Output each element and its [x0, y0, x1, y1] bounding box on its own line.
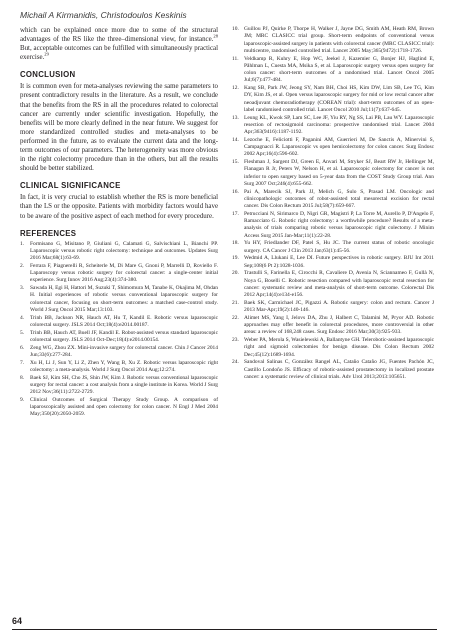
reference-item: 10. Guillou PJ, Quirke P, Thorpe H, Walker J, Jayne DG, Smith AM, Heath RM, Brown JM; MRC CLASICC trial group. Short-term endpoints of conventional versus laparoscopic-assisted surgery in patients with colorectal cancer (MRC CLASICC trial): multicentre, randomised controlled trial. Lancet 2005 May;365(9472):1718-1726.	[232, 26, 435, 54]
reference-item: 2. Ferrara F, Piagnerelli R, Scheiterle M, Di Mare G, Gnoni P, Marrelli D, Roviello F. Laparoscopy versus robotic surgery for colorectal cancer: a single-center initial experience. Surg Innov 2016 Aug;23(4):374-380.	[20, 262, 218, 284]
reference-item: 8. Baek SJ, Kim SH, Cho JS, Shin JW, Kim J. Robotic versus conventional laparoscopic surgery for rectal cancer: a cost analysis from a single institute in Korea. World J Surg 2012 Nov;36(11):2722-2729.	[20, 374, 218, 396]
reference-item: 15. Fleshman J, Sargent DJ, Green E, Anvari M, Stryker SJ, Beart RW Jr, Hellinger M, Flanagan R Jr, Peters W, Nelson H, et al. Laparoscopic colectomy for cancer is not inferior to open surgery based on 5-year data from the COST Study Group trial. Ann Surg 2007 Oct;246(4):655-662.	[232, 159, 434, 187]
reference-item: 7. Xu H, Li J, Sun Y, Li Z, Zhen Y, Wang B, Xu Z. Robotic versus laparoscopic right colectomy: a meta-analysis. World J Surg Oncol 2014 Aug;12:274.	[20, 359, 218, 373]
reference-item: 22. Alimet MS, Yang I, Jelovs DA, Zhu J, Halbert C, Talamini M, Pryor AD. Robotic approaches may offer benefit in colorectal procedures, more controversial in other areas: a review of 168,248 cases. Surg Endosc 2016 Mar;30(3):925-933.	[232, 314, 434, 336]
reference-item: 12. Kang SB, Park JW, Jeong SY, Nam BH, Choi HS, Kim DW, Lim SB, Lee TG, Kim DY, Kim JS, et al. Open versus laparoscopic surgery for mid or low rectal cancer after neoadjuvant chemoradiotherapy (COREAN trial): short-term outcomes of an open-label randomised controlled trial. Lancet Oncol 2010 Jul;11(7):637-645.	[232, 85, 434, 113]
reference-item: 13. Leung KL, Kwok SP, Lam SC, Lee JF, Yiu RY, Ng SS, Lai PB, Lau WY. Laparoscopic resection of rectosigmoid carcinoma: prospective randomised trial. Lancet 2004 Apr;363(9416):1187-1192.	[232, 114, 434, 135]
reference-item: 20. Trastulli S, Farinella E, Cirocchi R, Cavaliere D, Avenia N, Sciannameo F, Gullà N, Noya G, Boselli C. Robotic resection compared with laparoscopic rectal resection for cancer: systematic review and meta-analysis of short-term outcome. Colorectal Dis 2012 Apr;14(4):e134-e156.	[232, 270, 434, 298]
reference-item: 24. Sandoval Salinas C, González Rangel AL, Cataño Cataño JG, Fuentes Pachón JC, Castillo Londoño JS. Efficacy of robotic-assisted prostatectomy in localized prostate cancer: a systematic review of clinical trials. Adv Urol 2013;2013:105651.	[232, 359, 434, 380]
reference-item: 21. Baek SK, Carmichael JC, Pigazzi A. Robotic surgery: colon and rectum. Cancer J 2013 Mar-Apr;19(2):140-146.	[232, 299, 434, 313]
reference-item: 4. Trinh BB, Jackson NR, Hauch AT, Hu T, Kandil E. Robotic versus laparoscopic colorectal surgery. JSLS 2014 Oct;18(4):e2014.00187.	[20, 314, 218, 328]
reference-list-right	[232, 26, 434, 381]
reference-item: 3. Sawada H, Egi H, Hattori M, Suzuki T, Shimomura M, Tanabe K, Okajima M, Ohdan H. Initial experiences of robotic versus conventional laparoscopic surgery for colorectal cancer, focusing on short-term outcomes: a matched case-control study. World J Surg Oncol 2015 Mar;13:103.	[20, 285, 218, 313]
reference-item: 6. Zeng WG, Zhou ZX. Mini-invasive surgery for colorectal cancer. Chin J Cancer 2014 Jun;33(6):277-284.	[20, 344, 218, 358]
reference-item: 11. Veldkamp R, Kuhry E, Hop WC, Jeekel J, Kazemier G, Bonjer HJ, Haglind E, Påhlman L, Cuesta MA, Msika S, et al. Laparoscopic surgery versus open surgery for colon cancer: short-term outcomes of a randomised trial. Lancet Oncol 2005 Jul;6(7):477-484.	[232, 55, 434, 84]
running-head: Michail A Kirmanidis, Christodoulos Keskinis	[20, 10, 187, 20]
intro-paragraph: which can be explained once more due to some of the structural advantages of the RS like the three–dimensional view, for instance.$^{28}$ But, acceptable outcomes can be fulfilled with simultaneously practical exercise.$^{29}$	[20, 27, 218, 62]
footer-rule	[12, 629, 437, 631]
conclusion-heading: CONCLUSION	[20, 70, 76, 80]
reference-list-left	[20, 241, 218, 419]
reference-item: 1. Formisano G, Misitano P, Giuliani G, Calamati G, Salvischiani L, Bianchi PP. Laparoscopic versus robotic right colectomy: technique and outcomes. Updates Surg 2016 Mar;68(1):63-69.	[20, 240, 218, 262]
references-heading: REFERENCES	[20, 228, 77, 238]
reference-item: 14. Lezoche E, Feliciotti F, Paganini AM, Guerrieri M, De Sanctis A, Minervini S, Campagnacci R. Laparoscopic vs open hemicolectomy for colon cancer. Surg Endosc 2002 Apr;16(4):596-602.	[232, 136, 434, 158]
page-number: 64	[12, 616, 23, 626]
citation-29: 29	[44, 51, 49, 57]
reference-item: 5. Trinh BB, Hauch AT, Buell JF, Kandil E. Robot-assisted versus standard laparoscopic colorectal surgery. JSLS 2014 Oct-Dec;18(4):e2014.00154.	[20, 329, 218, 343]
clinical-significance-heading: CLINICAL SIGNIFICANCE	[20, 181, 121, 191]
clinical-significance-paragraph: In fact, it is very crucial to establish whether the RS is more beneficial than the LS or the opposite. Patients with morbidity factors would have to be aware of the positive aspect of each method for every procedure.	[20, 194, 218, 220]
reference-item: 19. Wedmid A, Llukani E, Lee DI. Future perspectives in robotic surgery. BJU Int 2011 Sep;108(6 Pt 2):1028-1036.	[232, 255, 434, 269]
reference-item: 9. Clinical Outcomes of Surgical Therapy Study Group. A comparison of laparoscopically assisted and open colectomy for colon cancer. N Engl J Med 2004 May;350(20):2050-2059.	[20, 396, 218, 418]
citation-28: 28	[213, 33, 218, 39]
reference-item: 18. Yu HY, Friedlander DF, Patel S, Hu JC. The current status of robotic oncologic surgery. CA Cancer J Clin 2013 Jan;63(1):45-56.	[232, 240, 434, 254]
reference-item: 17. Petrucciani N, Sirimarco D, Nigri GR, Magistri P, La Torre M, Aurello P, D'Angelo F, Ramacciato G. Robotic right colectomy: a worthwhile procedure? Results of a meta-analysis of trials comparing robotic versus laparoscopic right colectomy. J Minim Access Surg 2015 Jan-Mar;11(1):22-28.	[232, 210, 434, 239]
left-column	[20, 26, 218, 419]
reference-item: 23. Weber PA, Merola S, Wasielewski A, Ballantyne GH. Telerobotic-assisted laparoscopic right and sigmoid colectomies for benign disease. Dis Colon Rectum 2002 Dec;45(12):1689-1694.	[232, 337, 434, 358]
right-column	[232, 26, 434, 382]
conclusion-paragraph: It is common even for meta-analyses reviewing the same parameters to present contradictory results in the literature. As a result, we conclude that the benefits from the RS in all the procedures related to colorectal cancer are currently under scientific investigation. Hopefully, the benefits will be more clearly defined in the near future. We suggest for more standardized controlled studies and meta-analyses to be performed in the future, as to evaluate the current data and the long-term outcomes of our parameters. The heterogeneity was more obvious in the right colectomy procedure than in the others, but all the results should be better stabilized.	[20, 83, 218, 173]
reference-item: 16. Pai A, Marecik SJ, Park JJ, Melich G, Sulo S, Prasad LM. Oncologic and clinicopathologic outcomes of robot-assisted total mesorectal excision for rectal cancer. Dis Colon Rectum 2015 Jul;58(7):659-667.	[232, 188, 434, 209]
